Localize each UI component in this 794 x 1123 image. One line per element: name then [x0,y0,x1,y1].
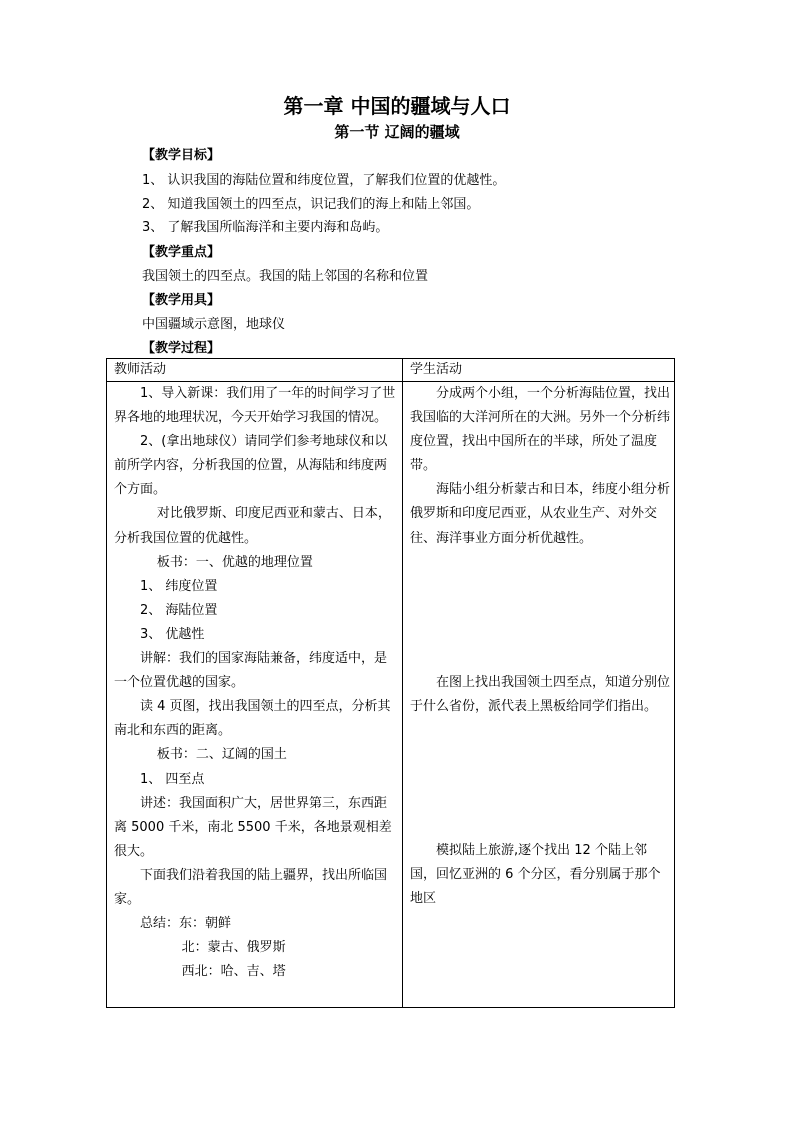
teacher-paragraph: 西北：哈、吉、塔 [181,964,286,980]
teacher-paragraph: 1、导入新课：我们用了一年的时间学习了世界各地的地理状况，今天开始学习我国的情况。 [114,386,396,426]
student-paragraph: 海陆小组分析蒙古和日本，纬度小组分析俄罗斯和印度尼西亚，从农业生产、对外交往、海洋事业方面分析优越性。 [410,482,671,546]
spacer [410,551,670,671]
chapter-title: 第一章 中国的疆域与人口 [283,94,511,118]
student-paragraph: 模拟陆上旅游,逐个找出 12 个陆上邻国，回忆亚洲的 6 个分区，看分别属于那个地区 [410,842,661,907]
teacher-activities-cell [107,382,403,1008]
student-column-header: 学生活动 [403,359,675,382]
teacher-column-header: 教师活动 [107,359,403,382]
objective-item-2: 2、 知道我国领土的四至点，识记我们的海上和陆上邻国。 [142,197,480,212]
student-paragraph: 分成两个小组，一个分析海陆位置，找出我国临的大洋河所在的大洲。另外一个分析纬度位置，找出中国所在的半球，所处了温度带。 [410,386,671,474]
student-paragraph: 在图上找出我国领土四至点，知道分别位于什么省份，派代表上黑板给同学们指出。 [410,674,671,714]
key-points-heading: 【教学重点】 [142,245,221,260]
teacher-paragraph: 北：蒙古、俄罗斯 [181,940,286,956]
teacher-paragraph: 讲解：我们的国家海陆兼备，纬度适中，是一个位置优越的国家。 [114,651,388,691]
objective-item-3: 3、 了解我国所临海洋和主要内海和岛屿。 [142,220,389,235]
tools-heading: 【教学用具】 [142,293,221,308]
teacher-paragraph: 讲述：我国面积广大，居世界第三，东西距离 5000 千米，南北 5500 千米，各地景观相差很大。 [114,795,392,859]
objectives-heading: 【教学目标】 [142,148,221,163]
teacher-paragraph: 总结：东：朝鲜 [140,916,232,932]
table-row [107,382,675,1008]
spacer [410,719,670,839]
teacher-paragraph: 1、 纬度位置 [140,578,218,594]
student-activities-cell [403,382,675,1008]
teaching-process-table [106,358,675,1008]
teacher-paragraph: 2、(拿出地球仪）请同学们参考地球仪和以前所学内容，分析我国的位置，从海陆和纬度两个方面。 [114,434,388,498]
table-header-row [107,359,675,382]
key-points-text: 我国领土的四至点。我国的陆上邻国的名称和位置 [142,269,429,284]
process-heading: 【教学过程】 [142,341,221,356]
teacher-paragraph: 读 4 页图，找出我国领土的四至点，分析其南北和东西的距离。 [114,699,391,739]
teacher-paragraph: 板书：二、辽阔的国土 [156,747,287,763]
teacher-paragraph: 对比俄罗斯、印度尼西亚和蒙古、日本，分析我国位置的优越性。 [114,506,391,546]
teacher-paragraph: 下面我们沿着我国的陆上疆界，找出所临国家。 [114,867,388,907]
teacher-paragraph: 3、 优越性 [140,626,205,642]
tools-text: 中国疆域示意图，地球仪 [142,317,286,332]
section-title: 第一节 辽阔的疆域 [334,123,460,141]
teacher-paragraph: 板书：一、优越的地理位置 [156,554,313,570]
teacher-paragraph: 1、 四至点 [140,771,205,787]
objective-item-1: 1、 认识我国的海陆位置和纬度位置，了解我们位置的优越性。 [142,173,506,188]
teacher-paragraph: 2、 海陆位置 [140,602,218,618]
